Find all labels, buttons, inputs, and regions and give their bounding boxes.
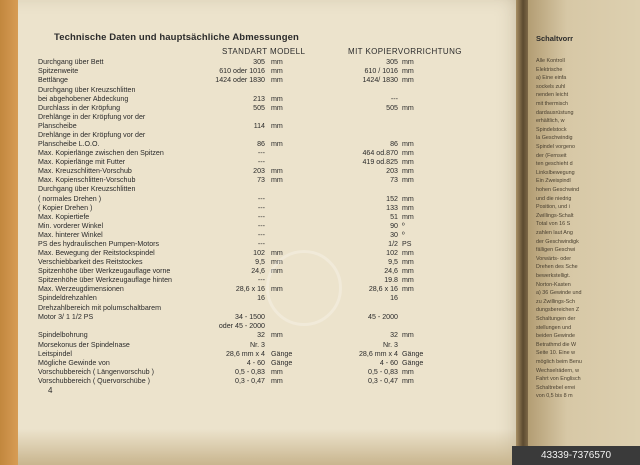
table-row [18, 330, 528, 340]
kopier-unit: mm [402, 158, 414, 166]
kopier-value: 73 [390, 176, 398, 184]
kopier-value: 419 od.825 [362, 158, 398, 166]
row-label: Leitspindel [38, 350, 72, 358]
right-page-line: der (Fernseit [536, 152, 567, 159]
kopier-value: 610 / 1016 [364, 67, 398, 75]
right-page-line: dungsbereichen Z [536, 307, 580, 314]
row-label: Durchlass in der Kröpfung [38, 104, 121, 112]
row-label: Spitzenhöhe über Werkzeugauflage vorne [38, 267, 171, 275]
standard-unit: mm [271, 377, 283, 385]
standard-value: --- [257, 231, 265, 239]
standard-unit: mm [271, 140, 283, 148]
right-page-line: a) 36 Gewinde und [536, 290, 582, 297]
standard-value: 73 [257, 176, 265, 184]
standard-value: oder 45 - 2000 [218, 322, 265, 330]
standard-value: 24,6 [251, 267, 265, 275]
kopier-unit: mm [402, 204, 414, 212]
row-label: Durchgang über Kreuzschlitten [38, 86, 136, 94]
row-label: PS des hydraulischen Pumpen-Motors [38, 240, 160, 248]
kopier-value: 464 od.870 [362, 149, 398, 157]
right-page-line: Spindelstock [536, 126, 567, 133]
standard-unit: Gänge [271, 350, 293, 358]
watermark-logo [266, 250, 342, 326]
row-label: Spindelbohrung [38, 331, 88, 339]
row-label: Planscheibe L.O.O. [38, 140, 100, 148]
right-page-line: Spindel vorgeno [536, 144, 575, 150]
kopier-value: 16 [390, 294, 398, 302]
kopier-value: 133 [386, 204, 398, 212]
right-page-line: mit thermisch [536, 101, 569, 107]
right-page-line: der Geschwindigk [536, 238, 579, 245]
standard-unit: mm [271, 249, 283, 257]
row-label: Min. vorderer Winkel [38, 222, 104, 230]
standard-unit: mm [271, 331, 283, 339]
kopier-value: 32 [390, 331, 398, 339]
right-page-line: Alle Kontroll [536, 58, 565, 64]
kopier-unit: mm [402, 276, 414, 284]
row-label: Drehlänge in der Kröpfung vor der [38, 131, 146, 139]
right-page-line: Position, und i [536, 204, 570, 211]
row-label: Planscheibe [38, 122, 77, 130]
kopier-unit: mm [402, 285, 414, 293]
row-label: Drehzahlbereich mit polumschaltbarem [38, 304, 162, 312]
standard-value: 0,3 - 0,47 [235, 377, 265, 385]
standard-value: --- [257, 149, 265, 157]
standard-value: 610 oder 1016 [219, 67, 265, 75]
kopier-unit: mm [402, 76, 414, 84]
right-page-line: Wechselrädern, w [536, 367, 580, 374]
right-page-line: zu Zwillings-Sch [536, 298, 575, 305]
row-label: Mögliche Gewinde von [38, 359, 110, 367]
row-label: bei abgehobener Abdeckung [38, 95, 129, 103]
row-label: Motor 3/ 1 1/2 PS [38, 313, 94, 321]
row-label: Max. Bewegung der Reitstockspindel [38, 249, 155, 257]
kopier-unit: mm [402, 195, 414, 203]
row-label: Max. Werzeugdimensionen [38, 285, 124, 293]
standard-value: 203 [253, 167, 265, 175]
right-page-line: Elektrische [536, 66, 563, 73]
kopier-value: 505 [386, 104, 398, 112]
standard-unit: mm [271, 368, 283, 376]
page-number: 4 [48, 386, 53, 395]
kopier-unit: mm [402, 140, 414, 148]
right-page-line: Betrathmd die W [536, 341, 577, 348]
kopier-value: 28,6 mm x 4 [358, 350, 398, 358]
right-page-line: stellungen und [536, 324, 572, 331]
right-page-heading: Schaltvorr [536, 34, 574, 43]
kopier-value: 30 [390, 231, 398, 239]
standard-value: 28,6 x 16 [235, 285, 265, 293]
standard-unit: mm [271, 58, 283, 66]
standard-value: 305 [253, 58, 265, 66]
right-page-line: erhältlich, w [536, 118, 565, 125]
right-page-line: Norton-Kasten [536, 281, 571, 288]
kopier-value: 0,3 - 0,47 [368, 377, 398, 385]
right-page-line: Zwillings-Schalt [536, 212, 574, 219]
standard-value: --- [257, 222, 265, 230]
kopier-value: 19.8 [384, 276, 398, 284]
kopier-unit: mm [402, 331, 414, 339]
standard-value: --- [257, 276, 265, 284]
kopier-value: 1424/ 1830 [362, 76, 398, 84]
kopier-value: 0,5 - 0,83 [368, 368, 398, 376]
right-page-line: möglich beim Benu [536, 359, 582, 365]
row-label: Spitzenhöhe über Werkzeugauflage hinten [38, 276, 172, 284]
kopier-value: Nr. 3 [383, 341, 398, 349]
kopier-value: 102 [386, 249, 398, 257]
kopier-value: --- [390, 95, 398, 103]
kopier-unit: mm [402, 258, 414, 266]
table-row [18, 184, 528, 194]
row-label: Morsekonus der Spindelnase [38, 341, 130, 349]
standard-unit: mm [271, 104, 283, 112]
kopier-unit: mm [402, 104, 414, 112]
right-page-line: ten geschieht d [536, 161, 573, 168]
standard-unit: mm [271, 167, 283, 175]
kopier-value: 1/2 [388, 240, 398, 248]
kopier-value: 9,5 [388, 258, 398, 266]
column-header-kopier: MIT KOPIERVORRICHTUNG [348, 47, 462, 56]
standard-value: --- [257, 213, 265, 221]
row-label: Bettlänge [38, 76, 68, 84]
kopier-unit: Gänge [402, 350, 424, 358]
kopier-unit: º [402, 231, 405, 239]
right-page-line: hohen Geschwind [536, 187, 580, 193]
kopier-unit: mm [402, 267, 414, 275]
page-edge [0, 0, 18, 465]
kopier-value: 24,6 [384, 267, 398, 275]
right-page-line: sockels zuhl [536, 83, 566, 90]
column-header-standard: STANDART MODELL [222, 47, 306, 56]
kopier-value: 51 [390, 213, 398, 221]
right-page-line: Ein Zweispindl [536, 178, 571, 185]
row-label: ( Kopier Drehen ) [38, 204, 93, 212]
right-page [528, 0, 640, 465]
standard-unit: mm [271, 76, 283, 84]
standard-value: 114 [253, 122, 265, 130]
right-page-line: Linkslbewegung [536, 169, 575, 176]
standard-value: --- [257, 204, 265, 212]
standard-unit: mm [271, 258, 283, 266]
kopier-value: 45 - 2000 [368, 313, 398, 321]
row-label: Max. hinterer Winkel [38, 231, 103, 239]
standard-unit: mm [271, 176, 283, 184]
standard-value: 213 [253, 95, 265, 103]
table-row [18, 376, 528, 386]
row-label: Durchgang über Bett [38, 58, 104, 66]
left-page [18, 0, 528, 465]
standard-value: 4 - 60 [246, 359, 265, 367]
kopier-value: 305 [386, 58, 398, 66]
kopier-unit: mm [402, 249, 414, 257]
standard-value: 34 - 1500 [235, 313, 265, 321]
row-label: Spindeldrehzahlen [38, 294, 97, 302]
standard-value: 28,6 mm x 4 [225, 350, 265, 358]
standard-value: --- [257, 240, 265, 248]
standard-unit: mm [271, 122, 283, 130]
kopier-unit: PS [402, 240, 412, 248]
row-label: Vorschubbereich ( Quervorschübe ) [38, 377, 150, 385]
right-page-line: Drehen des Sche [536, 264, 578, 271]
standard-value: --- [257, 195, 265, 203]
right-page-line: von 0,5 bis 8 m [536, 393, 573, 400]
standard-value: 505 [253, 104, 265, 112]
standard-unit: Gänge [271, 359, 293, 367]
kopier-unit: mm [402, 67, 414, 75]
standard-value: 32 [257, 331, 265, 339]
standard-value: 86 [257, 140, 265, 148]
standard-unit: mm [271, 267, 283, 275]
kopier-value: 152 [386, 195, 398, 203]
row-label: Max. Kopierlänge zwischen den Spitzen [38, 149, 164, 157]
right-page-line: und die niedrig [536, 195, 572, 202]
watermark-id: 43339-7376570 [512, 446, 640, 465]
standard-unit: mm [271, 67, 283, 75]
standard-value: 102 [253, 249, 265, 257]
kopier-unit: mm [402, 149, 414, 157]
kopier-unit: mm [402, 377, 414, 385]
kopier-value: 203 [386, 167, 398, 175]
kopier-unit: mm [402, 176, 414, 184]
right-page-line: a) Eine einfa [536, 75, 567, 82]
standard-value: --- [257, 158, 265, 166]
row-label: ( normales Drehen ) [38, 195, 102, 203]
right-page-line: Total von 16 S [536, 221, 571, 228]
kopier-unit: º [402, 222, 405, 230]
row-label: Vorschubbereich ( Längenvorschub ) [38, 368, 154, 376]
kopier-unit: mm [402, 167, 414, 175]
right-page-line: nenden leicht [536, 92, 569, 99]
right-page-line: Vorwärts- oder [536, 255, 572, 262]
row-label: Durchgang über Kreuzschlitten [38, 185, 136, 193]
kopier-value: 90 [390, 222, 398, 230]
right-page-line: zahlen laut Ang [536, 230, 573, 236]
standard-value: 0,5 - 0,83 [235, 368, 265, 376]
row-label: Verschiebbarkeit des Reitstockes [38, 258, 143, 266]
table-row [18, 75, 528, 85]
row-label: Max. Kopiertiefe [38, 213, 90, 221]
right-page-line: beiden Gewinde [536, 333, 575, 340]
kopier-unit: mm [402, 213, 414, 221]
row-label: Max. Kopienschlitten-Vorschub [38, 176, 136, 184]
right-page-line: fälligen Geschwi [536, 247, 576, 254]
right-page-line: Fahrt von Englisch [536, 376, 581, 383]
page-title: Technische Daten und hauptsächliche Abmessungen [54, 32, 299, 43]
standard-value: 9,5 [255, 258, 265, 266]
row-label: Max. Kopierlänge mit Futter [38, 158, 126, 166]
right-page-line: Schaltungen der [536, 316, 576, 322]
right-page-line: bewerkstelligt. [536, 273, 571, 279]
standard-value: 16 [257, 294, 265, 302]
standard-value: 1424 oder 1830 [215, 76, 265, 84]
kopier-value: 28,6 x 16 [368, 285, 398, 293]
right-page-line: Schaltrebel errei [536, 384, 576, 391]
row-label: Drehlänge in der Kröpfung vor der [38, 113, 146, 121]
right-page-line: Seite 10. Eine w [536, 350, 575, 357]
right-page-line: la Geschwindig [536, 135, 573, 142]
kopier-unit: mm [402, 368, 414, 376]
standard-value: Nr. 3 [250, 341, 265, 349]
right-page-line: dardausrüstung [536, 109, 574, 116]
standard-unit: mm [271, 95, 283, 103]
kopier-unit: mm [402, 58, 414, 66]
row-label: Max. Kreuzschlitten-Vorschub [38, 167, 132, 175]
row-label: Spitzenweite [38, 67, 79, 75]
standard-unit: mm [271, 285, 283, 293]
kopier-value: 86 [390, 140, 398, 148]
kopier-value: 4 - 60 [379, 359, 398, 367]
kopier-unit: Gänge [402, 359, 424, 367]
